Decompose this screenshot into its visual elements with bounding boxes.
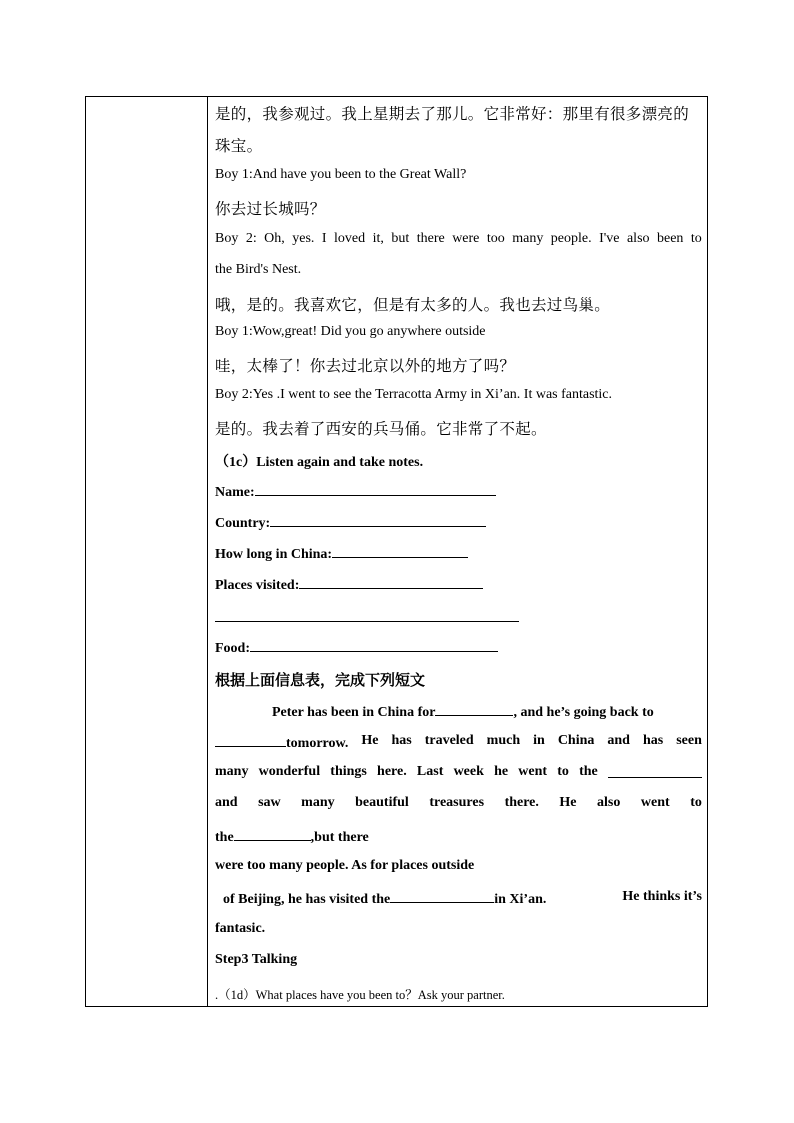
passage-text: Peter has been in China for (272, 705, 436, 720)
boy2-answer-line-cont: the Bird's Nest. (215, 262, 302, 277)
passage-word: He (559, 795, 577, 810)
food-label: Food: (215, 641, 250, 656)
passage-word: has (391, 733, 412, 748)
how-long-blank[interactable] (332, 544, 468, 558)
dialogue-word: too (486, 231, 505, 246)
passage-word: the (579, 764, 598, 779)
passage-word: and (215, 795, 238, 810)
places-blank[interactable] (299, 575, 483, 589)
food-blank[interactable] (250, 638, 498, 652)
step3-heading: Step3 Talking (215, 952, 298, 967)
passage-word: traveled (424, 733, 474, 748)
dialogue-word: been (657, 231, 684, 246)
zh-answer-birds-nest: 哦，是的。我喜欢它，但是有太多的人。我也去过鸟巢。 (215, 297, 611, 314)
dialogue-word: there (416, 231, 445, 246)
passage-word: many (215, 764, 249, 779)
passage-word: to (557, 764, 569, 779)
passage-line-3 (215, 764, 702, 780)
passage-text: of Beijing, he has visited the (223, 892, 391, 907)
passage-line-4 (215, 795, 702, 811)
zh-answer-line: 是的，我参观过。我上星期去了那儿。它非常好：那里有很多漂亮的 (215, 106, 690, 123)
food-field (215, 638, 498, 657)
country-blank[interactable] (270, 513, 486, 527)
dialogue-word: loved (334, 231, 366, 246)
dialogue-word: but (391, 231, 410, 246)
blank-terracotta[interactable] (390, 889, 494, 903)
passage-word: week (453, 764, 484, 779)
passage-word: much (486, 733, 521, 748)
places-field-extra (215, 608, 519, 627)
passage-line-8: fantasic. (215, 921, 266, 936)
passage-text: , and he’s going back to (513, 705, 654, 720)
dialogue-word: I (321, 231, 327, 246)
zh-question-great-wall: 你去过长城吗？ (215, 201, 326, 218)
passage-word: in (533, 733, 545, 748)
places-label: Places visited: (215, 578, 300, 593)
zh-question-outside: 哇，太棒了！你去过北京以外的地方了吗？ (215, 358, 516, 375)
name-label: Name: (215, 485, 255, 500)
passage-word: saw (258, 795, 281, 810)
boy2-answer-terracotta: Boy 2:Yes .I went to see the Terracotta Army in Xi’an. It was fantastic. (215, 387, 613, 402)
blank-palace-museum[interactable] (608, 764, 702, 778)
country-field (215, 513, 486, 532)
dialogue-word: yes. (292, 231, 315, 246)
passage-text: in Xi’an. (494, 892, 547, 907)
dialogue-word: Oh, (264, 231, 285, 246)
country-label: Country: (215, 516, 271, 531)
passage-word: wonderful (258, 764, 321, 779)
passage-word: also (597, 795, 621, 810)
passage-word: there. (504, 795, 539, 810)
dialogue-word: I've (599, 231, 620, 246)
dialogue-word: were (452, 231, 480, 246)
passage-text: He thinks it’s (622, 889, 702, 904)
zh-answer-line-cont: 珠宝。 (215, 138, 263, 155)
left-column-cell (86, 97, 208, 1006)
dialogue-word: people. (550, 231, 592, 246)
passage-word: things (330, 764, 367, 779)
passage-segment (215, 733, 348, 752)
places-field (215, 575, 483, 594)
lesson-table (85, 96, 708, 1007)
dialogue-word: it, (372, 231, 384, 246)
passage-word: and (607, 733, 630, 748)
passage-word: he (494, 764, 509, 779)
blank-duration[interactable] (435, 702, 513, 716)
passage-line-5 (215, 827, 369, 846)
passage-text: ,but there (310, 830, 369, 845)
passage-word: seen (676, 733, 702, 748)
passage-text: the (215, 830, 234, 845)
blank-country[interactable] (215, 733, 286, 747)
step3-question: .（1d）What places have you been to？Ask your partner. (215, 988, 505, 1002)
passage-line-1 (272, 702, 702, 721)
dialogue-word: 2: (245, 231, 257, 246)
how-long-field (215, 544, 468, 563)
dialogue-word: also (626, 231, 650, 246)
passage-heading: 根据上面信息表，完成下列短文 (215, 673, 426, 689)
passage-word: here. (377, 764, 407, 779)
boy1-question-outside: Boy 1:Wow,great! Did you go anywhere outside (215, 324, 486, 339)
passage-word: China (557, 733, 595, 748)
passage-word: beautiful (355, 795, 409, 810)
dialogue-word: Boy (215, 231, 239, 246)
passage-line-6: were too many people. As for places outside (215, 858, 475, 873)
passage-word: has (642, 733, 664, 748)
passage-line-2 (215, 733, 702, 752)
passage-word: Last (416, 764, 444, 779)
places-blank-extra[interactable] (215, 608, 519, 622)
boy1-question-great-wall: Boy 1:And have you been to the Great Wall? (215, 167, 467, 182)
dialogue-word: to (690, 231, 702, 246)
passage-text: tomorrow. (286, 736, 349, 751)
how-long-label: How long in China: (215, 547, 333, 562)
blank-great-wall[interactable] (234, 827, 311, 841)
passage-word: went (640, 795, 670, 810)
name-blank[interactable] (255, 482, 496, 496)
passage-line-7 (223, 889, 702, 908)
passage-word: to (690, 795, 702, 810)
boy2-answer-line (215, 231, 702, 247)
name-field (215, 482, 496, 501)
zh-answer-terracotta: 是的。我去着了西安的兵马俑。它非常了不起。 (215, 421, 547, 438)
passage-word: treasures (429, 795, 485, 810)
notes-heading: （1c）Listen again and take notes. (215, 455, 424, 470)
passage-word: He (361, 733, 379, 748)
passage-word: many (301, 795, 335, 810)
passage-word: went (518, 764, 548, 779)
dialogue-word: many (512, 231, 544, 246)
